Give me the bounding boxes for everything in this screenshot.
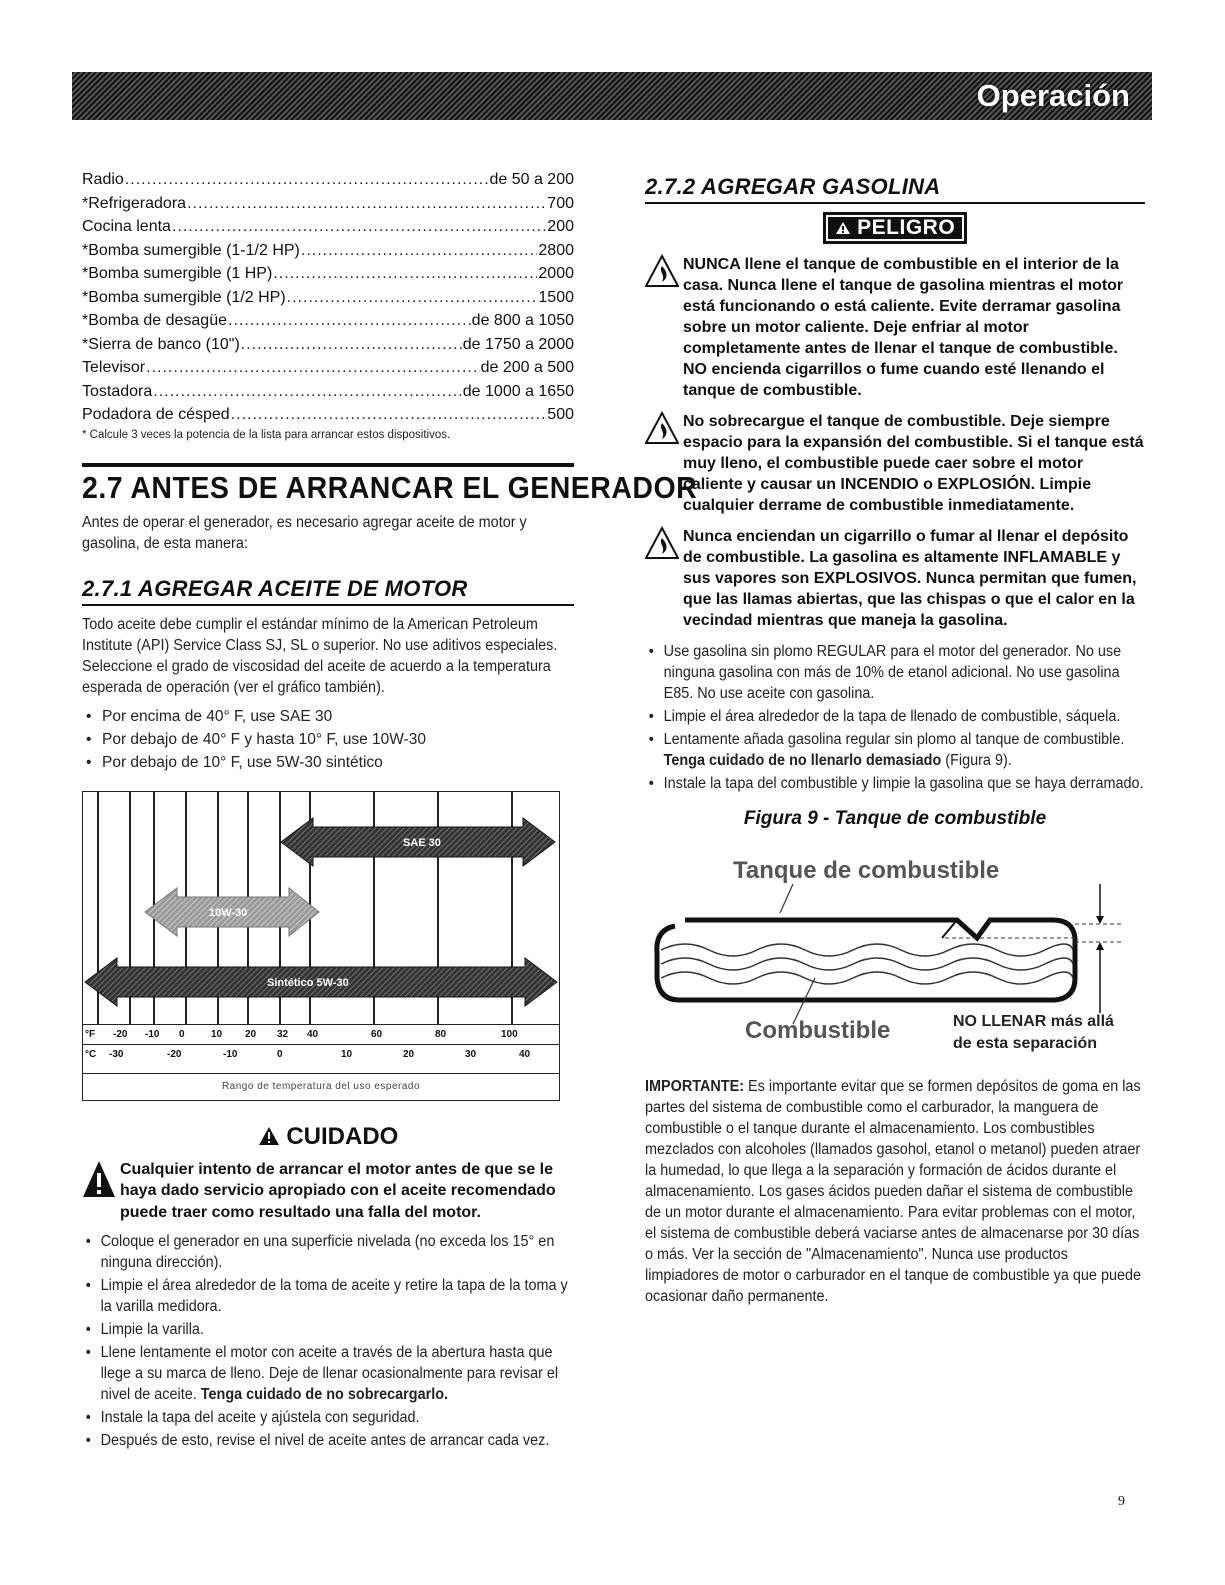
header-bar <box>72 72 1152 120</box>
fuel-steps-list <box>645 641 1145 794</box>
appliance-name: *Bomba sumergible (1 HP) <box>82 265 273 282</box>
fahrenheit-tick-label: 60 <box>371 1028 383 1040</box>
warning-triangle-icon <box>82 1159 116 1201</box>
fahrenheit-tick-label: -20 <box>113 1028 128 1040</box>
dot-leader <box>146 356 479 380</box>
danger-warning-3: Nunca enciendan un cigarrillo o fumar al llenar el depósito de combustible. La gasolina es altamente INFLAMABLE y sus vapores son EXPLOSIVOS. Nunca permitan que fumen, que las llamas abiertas, que las chispas o que el calor en la vecindad mientras que maneja la gasolina. <box>645 526 1145 631</box>
fire-hazard-icon <box>645 411 679 445</box>
appliance-name: Radio <box>82 171 124 188</box>
fahrenheit-scale <box>83 1024 559 1045</box>
section-intro: Antes de operar el generador, es necesario agregar aceite de motor y gasolina, de esta manera: <box>82 513 527 552</box>
section-title-2-7-1: 2.7.1 AGREGAR ACEITE DE MOTOR <box>82 576 574 606</box>
no-fill-label-1: NO LLENAR más allá <box>953 1013 1114 1030</box>
dot-leader <box>231 403 547 427</box>
list-item: • Use gasolina sin plomo REGULAR para el motor del generador. No use ninguna gasolina con más de 10% de etanol adicional. No use gasolina E85. No use aceite con gasolina. <box>645 641 1147 704</box>
danger-label: PELIGRO <box>823 212 967 244</box>
list-item: • Instale la tapa del aceite y ajústela con seguridad. <box>82 1407 576 1428</box>
celsius-scale <box>83 1044 559 1065</box>
fuel-tank-figure <box>645 838 1125 1058</box>
oil-standard-text: Todo aceite debe cumplir el estándar mínimo de la American Petroleum Institute (API) Service Class SJ, SL o superior. No use aditivos especiales. Seleccione el grado de viscosidad del aceite de acuerdo a la temperatura esperada de operación (ver el gráfico también). <box>82 615 558 696</box>
celsius-tick-label: 0 <box>277 1048 283 1060</box>
oil-grade-list <box>82 706 574 773</box>
celsius-tick-label: 20 <box>403 1048 415 1060</box>
section-rule <box>82 463 574 467</box>
dot-leader <box>187 192 546 216</box>
fahrenheit-tick-label: 80 <box>435 1028 447 1040</box>
wattage-row <box>82 215 574 239</box>
wattage-row <box>82 333 574 357</box>
wattage-row <box>82 380 574 404</box>
celsius-tick-label: -10 <box>223 1048 238 1060</box>
fuel-label: Combustible <box>745 1017 891 1044</box>
appliance-watts: de 1000 a 1650 <box>462 382 574 400</box>
list-item: • Instale la tapa del combustible y limpie la gasolina que se haya derramado. <box>645 773 1147 794</box>
wattage-list <box>82 168 574 427</box>
warning-triangle-icon <box>258 1126 280 1146</box>
fahrenheit-tick-label: 0 <box>179 1028 185 1040</box>
fahrenheit-tick-label: 40 <box>307 1028 319 1040</box>
scale-unit-f: °F <box>85 1028 96 1040</box>
fahrenheit-tick-label: 100 <box>501 1028 518 1040</box>
page-title: Operación <box>976 78 1130 113</box>
wattage-note: * Calcule 3 veces la potencia de la lista para arrancar estos dispositivos. <box>82 428 451 441</box>
appliance-name: *Bomba sumergible (1/2 HP) <box>82 288 286 306</box>
appliance-watts: 700 <box>547 194 574 212</box>
wattage-row <box>82 403 574 427</box>
list-item: • Limpie el área alrededor de la toma de aceite y retire la tapa de la toma y la varilla medidora. <box>82 1275 576 1317</box>
dot-leader <box>241 333 462 357</box>
fahrenheit-tick-label: 20 <box>245 1028 257 1040</box>
celsius-tick-label: 10 <box>341 1048 353 1060</box>
list-item: • Lentamente añada gasolina regular sin plomo al tanque de combustible. Tenga cuidado de no llenarlo demasiado (Figura 9). <box>645 729 1147 771</box>
list-item: • Por encima de 40° F, use SAE 30 <box>82 706 574 727</box>
fahrenheit-tick-label: -10 <box>145 1028 160 1040</box>
appliance-name: *Bomba sumergible (1-1/2 HP) <box>82 241 300 259</box>
importante-paragraph: IMPORTANTE: Es importante evitar que se formen depósitos de goma en las partes del sistema de combustible como el carburador, la manguera de combustible o el tanque durante el almacenamiento. Los combustibles mezclados con alcoholes (llamados gasohol, etanol o metanol) pueden atraer la humedad, lo que llega a la separación y formación de ácidos durante el almacenamiento. Los gases ácidos pueden dañar el sistema de combustible de un motor durante el almacenamiento. Para evitar problemas con el motor, el sistema de combustible deberá vaciarse antes de almacenarse por 30 días o más. Ver la sección de "Almacenamiento". Nunca use productos limpiadores de motor o carburador en el tanque de combustible ya que puede ocasionar daño permanente. <box>645 1078 1142 1305</box>
sae30-label: SAE 30 <box>403 836 441 849</box>
dot-leader <box>301 239 538 263</box>
list-item: • Llene lentamente el motor con aceite a través de la abertura hasta que llege a su marca de lleno. Deje de llenar ocasionalmente para revisar el nivel de aceite. Tenga cuidado de no sobrecargarlo. <box>82 1342 576 1405</box>
page-number: 9 <box>1118 1494 1125 1509</box>
list-item: • Coloque el generador en una superficie nivelada (no exceda los 15° en ninguna dirección). <box>82 1231 576 1273</box>
dot-leader <box>273 262 537 286</box>
fire-hazard-icon <box>645 254 679 288</box>
appliance-watts: de 50 a 200 <box>489 171 574 188</box>
danger-warning-1: NUNCA llene el tanque de combustible en el interior de la casa. Nunca llene el tanque de gasolina mientras el motor está funcionando o está caliente. Evite derramar gasolina sobre un motor caliente. Deje enfriar al motor completamente antes de llenar el tanque de combustible. NO encienda cigarrillos o fume cuando esté llenando el tanque de combustible. <box>645 254 1145 401</box>
appliance-name: Podadora de césped <box>82 406 230 423</box>
chart-caption: Rango de temperatura del uso esperado <box>83 1073 559 1100</box>
importante-label: IMPORTANTE: <box>645 1078 745 1095</box>
appliance-watts: 1500 <box>538 288 574 306</box>
appliance-name: Cocina lenta <box>82 218 171 235</box>
synthetic-label: Sintético 5W-30 <box>267 976 349 989</box>
wattage-row <box>82 286 574 310</box>
appliance-name: *Sierra de banco (10") <box>82 335 240 353</box>
oil-viscosity-chart <box>82 791 560 1101</box>
dot-leader <box>287 286 538 310</box>
list-item: • Después de esto, revise el nivel de aceite antes de arrancar cada vez. <box>82 1430 576 1451</box>
dot-leader <box>228 309 471 333</box>
figure-title: Figura 9 - Tanque de combustible <box>743 808 1047 829</box>
wattage-row <box>82 168 574 192</box>
appliance-watts: 2800 <box>538 241 574 259</box>
appliance-watts: de 1750 a 2000 <box>462 335 574 353</box>
oil-steps-list <box>82 1231 574 1451</box>
section-title-2-7-2: 2.7.2 AGREGAR GASOLINA <box>645 174 1145 204</box>
appliance-watts: de 200 a 500 <box>480 359 574 376</box>
caution-warning: Cualquier intento de arrancar el motor antes de que se le haya dado servicio apropiado con el aceite recomendado puede traer como resultado una falla del motor. <box>82 1159 574 1224</box>
danger-warning-2: No sobrecargue el tanque de combustible. Deje siempre espacio para la expansión del combustible. Si el tanque está muy lleno, el combustible puede caer sobre el motor caliente y causar un INCENDIO o EXPLOSIÓN. Limpie cualquier derrame de combustible inmediatamente. <box>645 411 1145 516</box>
10w30-label: 10W-30 <box>209 906 248 919</box>
appliance-name: Televisor <box>82 359 146 376</box>
dot-leader <box>153 380 462 404</box>
list-item: • Por debajo de 10° F, use 5W-30 sintético <box>82 752 574 773</box>
section-title-2-7: 2.7 ANTES DE ARRANCAR EL GENERADOR <box>82 469 698 505</box>
fahrenheit-tick-label: 10 <box>211 1028 223 1040</box>
danger-label-wrap <box>645 212 1145 244</box>
list-item: • Limpie el área alrededor de la tapa de llenado de combustible, sáquela. <box>645 706 1147 727</box>
appliance-name: *Bomba de desagüe <box>82 312 227 329</box>
celsius-tick-label: -30 <box>109 1048 124 1060</box>
warning-triangle-icon <box>835 221 851 235</box>
appliance-watts: 2000 <box>538 265 574 282</box>
caution-heading <box>82 1123 574 1151</box>
wattage-row <box>82 309 574 333</box>
wattage-row <box>82 239 574 263</box>
wattage-row <box>82 356 574 380</box>
celsius-tick-label: 40 <box>519 1048 531 1060</box>
fahrenheit-tick-label: 32 <box>277 1028 289 1040</box>
celsius-tick-label: -20 <box>167 1048 182 1060</box>
list-item: • Limpie la varilla. <box>82 1319 576 1340</box>
wattage-row <box>82 262 574 286</box>
bold-warning: Tenga cuidado de no sobrecargarlo. <box>200 1386 449 1403</box>
appliance-watts: 500 <box>547 406 574 423</box>
tank-label: Tanque de combustible <box>733 857 1000 884</box>
fire-hazard-icon <box>645 526 679 560</box>
appliance-name: Tostadora <box>82 382 153 400</box>
bold-warning: Tenga cuidado de no llenarlo demasiado <box>663 752 942 769</box>
oil-range-arrows <box>83 792 559 1024</box>
appliance-watts: 200 <box>547 218 574 235</box>
dot-leader <box>172 215 546 239</box>
caution-title: CUIDADO <box>286 1122 399 1150</box>
scale-unit-c: °C <box>85 1048 97 1060</box>
appliance-watts: de 800 a 1050 <box>471 312 574 329</box>
no-fill-label-2: de esta separación <box>953 1035 1098 1052</box>
appliance-name: *Refrigeradora <box>82 194 187 212</box>
celsius-tick-label: 30 <box>465 1048 477 1060</box>
fuel-tank-diagram <box>645 838 1125 1058</box>
dot-leader <box>125 168 489 192</box>
right-column <box>645 168 1145 1307</box>
list-item: • Por debajo de 40° F y hasta 10° F, use 10W-30 <box>82 729 574 750</box>
wattage-row <box>82 192 574 216</box>
